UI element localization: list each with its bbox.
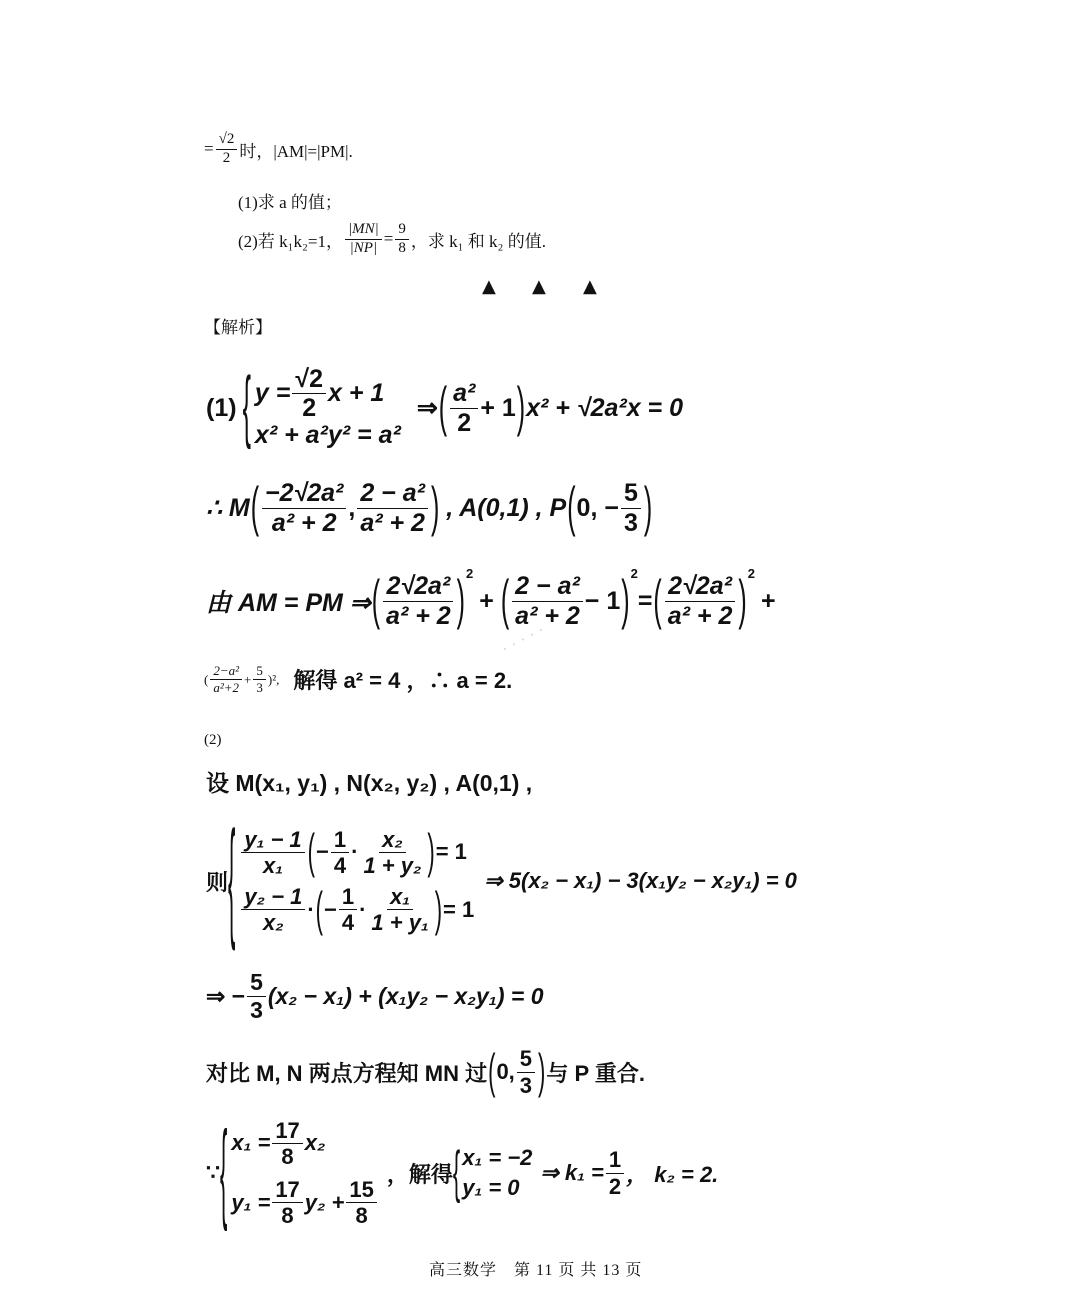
t2-frac xyxy=(512,573,583,629)
system-row1: $\frac{\text{y₁ − 1}}{\text{x₁}}$ ( − $\frac{1}{4}$ · $\frac{\text{x₂}}{\text{1 + y₂}}$ ) = 1 xyxy=(239,828,474,877)
step7-system xyxy=(206,803,797,953)
res-rhs: x² + √2a²x = 0 xyxy=(526,393,683,422)
cond-frac-num: √2 xyxy=(216,132,238,150)
square-exp: 2 xyxy=(466,566,474,581)
step9-line xyxy=(206,1044,645,1100)
r1-den: x₁ xyxy=(263,852,284,878)
cond-prefix: = xyxy=(204,139,214,159)
r1-num: y₁ − 1 xyxy=(241,828,304,853)
r1a-den: 4 xyxy=(333,852,347,878)
k1-frac xyxy=(606,1148,624,1197)
e2-num2: 15 xyxy=(346,1178,376,1203)
p-num: 5 xyxy=(621,480,641,508)
step7-result: ⇒ 5(x₂ − x₁) − 3(x₁y₂ − x₂y₁) = 0 xyxy=(484,868,797,893)
ratio-system xyxy=(231,1119,379,1227)
paren-close: ) xyxy=(456,569,465,631)
r2a-den: 4 xyxy=(341,910,355,936)
part2-suffix: ，求 k₁ 和 k₂ 的值. xyxy=(410,231,546,251)
ratio-num: |MN| xyxy=(345,222,382,240)
compare-text: 对比 M, N 两点方程知 MN 过 xyxy=(206,1060,488,1086)
solution-system xyxy=(462,1145,532,1201)
e2-frac2 xyxy=(346,1178,376,1227)
cond-text: 时，|AM|=|PM|. xyxy=(239,141,353,161)
marker-triangle: ▲ xyxy=(583,276,597,297)
value-den: 8 xyxy=(398,239,406,256)
t2-num: 2 − a² xyxy=(512,573,583,601)
value-num: 9 xyxy=(395,222,409,240)
r2b-den: 1 + y₁ xyxy=(371,910,429,936)
paren-open: ( xyxy=(438,376,448,438)
step10-line xyxy=(206,1108,719,1234)
set-points-line: 设 M(x₁, y₁) , N(x₂, y₂) , A(0,1) , xyxy=(206,770,533,796)
t3-num: 2√2a² xyxy=(665,573,735,601)
step4-line xyxy=(204,664,512,695)
left-brace-icon: { xyxy=(220,1108,228,1233)
coincide-text: 与 P 重合. xyxy=(546,1060,645,1086)
system-eq1 xyxy=(255,366,401,422)
m-x-num: −2√2a² xyxy=(262,480,346,508)
paren-open: ( xyxy=(488,1043,496,1099)
therefore-m: ∴ M xyxy=(206,494,250,522)
paren-open: ( xyxy=(250,476,260,538)
step1-system xyxy=(206,362,683,454)
watermark: · · · · · xyxy=(498,620,548,659)
r1b-num: x₂ xyxy=(379,828,406,853)
left-brace-icon: { xyxy=(242,361,251,452)
paren-close: ) xyxy=(538,1043,546,1099)
m-x-frac xyxy=(262,480,346,536)
step8-rest: (x₂ − x₁) + (x₁y₂ − x₂y₁) = 0 xyxy=(267,982,544,1009)
k1-num: 1 xyxy=(606,1148,624,1173)
paren-close: ) xyxy=(434,880,443,936)
solution-label: 【解析】 xyxy=(204,318,272,337)
part2-prefix: (2)若 k₁k₂=1， xyxy=(238,231,344,251)
p-den: 3 xyxy=(623,508,638,537)
because-sign: ∵ xyxy=(206,1160,220,1185)
system-equations xyxy=(255,366,401,451)
then-label: 则 xyxy=(206,869,229,895)
e1-num: 17 xyxy=(272,1119,302,1144)
step8-frac xyxy=(247,970,266,1021)
small-square: )², xyxy=(267,671,280,687)
paren-open: ( xyxy=(371,569,381,631)
eq1-rhs: x + 1 xyxy=(328,379,385,407)
system-row2: $\frac{\text{y₂ − 1}}{\text{x₂}}$ · ( − $\frac{1}{4}$ · $\frac{\text{x₁}}{\text{1 + y₁}}$ ) = 1 xyxy=(239,885,474,934)
e2-num: 17 xyxy=(272,1178,302,1203)
marker-triangle: ▲ xyxy=(532,276,546,297)
square-exp: 2 xyxy=(747,566,755,581)
r2-den: x₂ xyxy=(263,910,284,936)
small-den2: 3 xyxy=(256,680,263,695)
left-brace-icon: { xyxy=(452,1139,461,1205)
part2-eq: = xyxy=(383,229,394,249)
e1-frac xyxy=(272,1119,302,1168)
eq1-lhs: y = xyxy=(254,379,291,407)
r1b-frac xyxy=(360,828,424,877)
solve-a-text: 解得 a² = 4 ，∴ a = 2. xyxy=(293,668,513,693)
sol1: x₁ = −2 xyxy=(462,1145,533,1170)
r1a-num: 1 xyxy=(331,828,349,853)
cond-fraction xyxy=(216,132,238,167)
step8-line xyxy=(206,968,544,1024)
t1-num: 2√2a² xyxy=(383,573,453,601)
e1-den: 8 xyxy=(281,1143,294,1169)
paren-open: ( xyxy=(500,569,510,631)
step2-points: ∴ M ( $\frac{\text{−2√2a²}}{\text{a² + 2}}$ , $\frac{\text{2 − a²}}{\text{a² + 2}}$ ) , A(0,1) , P ( 0, − $\frac{5}{3}$ ) xyxy=(206,476,653,540)
step9-num: 5 xyxy=(517,1047,535,1072)
t1-den: a² + 2 xyxy=(386,601,451,630)
solve-label: ，解得 xyxy=(386,1161,453,1187)
part2-ratio xyxy=(345,222,382,257)
step8-den: 3 xyxy=(250,996,263,1023)
implies-arrow-icon: ⇒ xyxy=(416,394,438,422)
m-y-den: a² + 2 xyxy=(360,508,425,537)
t2-tail: − 1 xyxy=(584,586,621,615)
t3-den: a² + 2 xyxy=(667,601,733,630)
e1-lhs: x₁ = xyxy=(231,1130,271,1156)
small-frac2 xyxy=(253,664,266,694)
paren-open: ( xyxy=(315,880,323,936)
paren-open: ( xyxy=(653,569,662,631)
small-expression: ( $\frac{\text{2−a²}}{\text{a²+2}}$ + $\frac{5}{3}$ )², xyxy=(204,663,280,695)
step8-prefix: ⇒ − xyxy=(206,982,246,1009)
m-y-frac xyxy=(357,480,428,536)
k1-den: 2 xyxy=(608,1173,622,1199)
m-x-den: a² + 2 xyxy=(271,508,337,537)
res-den: 2 xyxy=(457,408,472,437)
part2-label: (2) xyxy=(204,732,222,748)
r2a-frac xyxy=(339,885,357,934)
system-eq2: x² + a²y² = a² xyxy=(254,421,401,450)
ratio-den: |NP| xyxy=(349,239,378,256)
p-y-frac xyxy=(621,480,641,536)
equals-sign: = xyxy=(637,586,653,615)
part2-question xyxy=(238,222,546,257)
r1-frac xyxy=(241,828,304,877)
small-num: 2−a² xyxy=(210,664,242,680)
k2-value: ， k₂ = 2. xyxy=(626,1161,719,1187)
pt-pre: 0, xyxy=(496,1059,515,1084)
part2-value xyxy=(395,222,409,257)
e2-frac xyxy=(272,1178,302,1227)
r1b-den: 1 + y₂ xyxy=(363,852,422,878)
t1-frac xyxy=(383,573,454,629)
plus-sign: + xyxy=(479,586,494,615)
eq1-num: √2 xyxy=(292,366,326,394)
r2b-frac xyxy=(368,885,431,934)
r2b-num: x₁ xyxy=(387,885,413,910)
ratio-eq1 xyxy=(231,1119,379,1168)
paren-close: ) xyxy=(430,476,440,538)
small-frac1 xyxy=(210,664,242,694)
k1-prefix: ⇒ k₁ = xyxy=(540,1160,604,1185)
res-tail: + 1 xyxy=(480,393,516,422)
r2-frac xyxy=(241,885,305,934)
res-num: a² xyxy=(450,380,478,408)
paren-open: ( xyxy=(307,823,315,879)
e2-den2: 8 xyxy=(355,1203,368,1229)
square-exp: 2 xyxy=(630,566,638,581)
r2-num: y₂ − 1 xyxy=(241,885,305,910)
step8-num: 5 xyxy=(247,970,266,996)
r1-eq: = 1 xyxy=(435,839,467,865)
small-plus: + xyxy=(244,671,252,687)
sol2: y₁ = 0 xyxy=(462,1175,520,1200)
t3-frac xyxy=(665,573,736,629)
eq1-frac xyxy=(292,366,326,422)
small-num2: 5 xyxy=(253,664,266,680)
e1-rhs: x₂ xyxy=(304,1130,326,1156)
system-rows xyxy=(239,823,475,936)
m-y-num: 2 − a² xyxy=(357,480,428,508)
paren-close: ) xyxy=(738,569,747,631)
small-den: a²+2 xyxy=(213,680,240,695)
e2-lhs: y₁ = xyxy=(231,1189,271,1215)
e2-mid: y₂ + xyxy=(304,1189,345,1215)
p-x: 0, − xyxy=(576,493,619,522)
page-footer: 高三数学 第 11 页 共 13 页 xyxy=(429,1262,643,1279)
a-p-points: , A(0,1) , P xyxy=(446,493,567,522)
step3-prefix: 由 AM = PM ⇒ xyxy=(206,589,371,617)
r2-eq: = 1 xyxy=(443,896,475,922)
plus-sign: + xyxy=(760,586,776,615)
left-brace-icon: { xyxy=(228,803,236,953)
res-frac xyxy=(450,380,478,436)
r1a-frac xyxy=(331,828,349,877)
cond-frac-den: 2 xyxy=(222,149,231,166)
paren-close: ) xyxy=(516,376,526,438)
step9-den: 3 xyxy=(519,1072,533,1098)
e2-den: 8 xyxy=(281,1203,294,1229)
t2-den: a² + 2 xyxy=(515,601,580,630)
step9-frac xyxy=(517,1047,535,1096)
paren-open: ( xyxy=(567,476,576,538)
paren-close: ) xyxy=(427,823,435,879)
eq1-den: 2 xyxy=(302,394,317,422)
part1-question: (1)求 a 的值； xyxy=(238,193,342,212)
r2a-num: 1 xyxy=(339,885,357,910)
condition-line xyxy=(204,132,353,167)
marker-triangle: ▲ xyxy=(482,276,496,297)
step1-label: (1) xyxy=(206,393,237,422)
paren-close: ) xyxy=(643,476,653,538)
step3-equation xyxy=(206,566,776,636)
ratio-eq2 xyxy=(231,1178,379,1227)
paren-close: ) xyxy=(621,569,630,631)
